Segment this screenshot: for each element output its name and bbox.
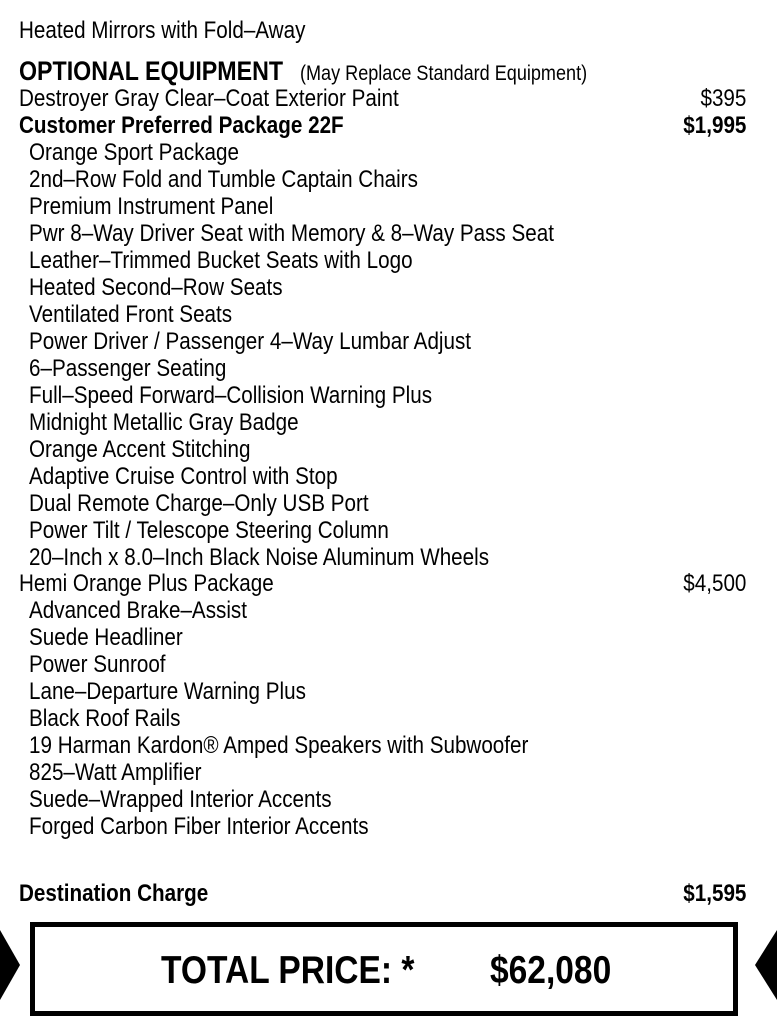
package-item-text: Orange Accent Stitching (29, 436, 251, 463)
destination-charge (19, 880, 746, 907)
package-item (29, 732, 746, 759)
package-item (29, 139, 746, 166)
package-item (29, 490, 746, 517)
package-item-text: 20–Inch x 8.0–Inch Black Noise Aluminum Wheels (29, 544, 490, 571)
package-item (29, 678, 746, 705)
package-item-text: 825–Watt Amplifier (29, 759, 202, 786)
option-paint (19, 85, 746, 112)
option-price: $395 (700, 85, 746, 112)
package-item-text: Heated Second–Row Seats (29, 274, 283, 301)
package-item-text: Midnight Metallic Gray Badge (29, 409, 299, 436)
optional-equipment-heading (19, 56, 634, 86)
package-item-text: Dual Remote Charge–Only USB Port (29, 490, 369, 517)
package-item (29, 301, 746, 328)
package-item (29, 382, 746, 409)
package-item (29, 517, 746, 544)
package-price: $1,995 (682, 112, 746, 139)
package-item-text: Premium Instrument Panel (29, 193, 274, 220)
package-item (29, 193, 746, 220)
item-text: Heated Mirrors with Fold–Away (19, 17, 306, 44)
package-item-text: Power Sunroof (29, 651, 166, 678)
package-item-text: 2nd–Row Fold and Tumble Captain Chairs (29, 166, 418, 193)
package-item (29, 705, 746, 732)
package-item (29, 274, 746, 301)
section-note: (May Replace Standard Equipment) (300, 62, 588, 85)
package-item (29, 544, 746, 571)
package-item-text: Advanced Brake–Assist (29, 597, 247, 624)
package-item-text: Forged Carbon Fiber Interior Accents (29, 813, 369, 840)
package-item (29, 436, 746, 463)
package-item-text: 6–Passenger Seating (29, 355, 227, 382)
package-item-text: Leather–Trimmed Bucket Seats with Logo (29, 247, 413, 274)
total-price-box (30, 922, 738, 1016)
package-item (29, 813, 746, 840)
option-hemi-orange-package (19, 570, 746, 597)
package-item (29, 759, 746, 786)
package-item-text: Lane–Departure Warning Plus (29, 678, 306, 705)
package-item (29, 624, 746, 651)
arrow-left-pointer-icon (755, 930, 777, 1000)
package-item-text: Adaptive Cruise Control with Stop (29, 463, 338, 490)
destination-price: $1,595 (682, 880, 746, 907)
package-item (29, 597, 746, 624)
package-item-text: Pwr 8–Way Driver Seat with Memory & 8–Way Pass Seat (29, 220, 554, 247)
option-package-22f (19, 112, 746, 139)
section-title: OPTIONAL EQUIPMENT (19, 56, 284, 86)
package-item-text: Power Tilt / Telescope Steering Column (29, 517, 389, 544)
package-item-text: Suede Headliner (29, 624, 183, 651)
package-item (29, 166, 746, 193)
total-price-value: $62,080 (490, 949, 612, 992)
package-item-text: Ventilated Front Seats (29, 301, 233, 328)
destination-label: Destination Charge (19, 880, 209, 907)
package-item (29, 463, 746, 490)
package-item (29, 328, 746, 355)
package-item-text: Black Roof Rails (29, 705, 181, 732)
standard-equipment-item (19, 17, 746, 44)
package-item (29, 786, 746, 813)
package-item-text: Full–Speed Forward–Collision Warning Plus (29, 382, 433, 409)
package-item (29, 247, 746, 274)
package-item-text: Suede–Wrapped Interior Accents (29, 786, 332, 813)
package-label: Customer Preferred Package 22F (19, 112, 344, 139)
package-item (29, 355, 746, 382)
package-item (29, 409, 746, 436)
package-item (29, 220, 746, 247)
package-label: Hemi Orange Plus Package (19, 570, 274, 597)
package-item-text: Power Driver / Passenger 4–Way Lumbar Adjust (29, 328, 472, 355)
option-label: Destroyer Gray Clear–Coat Exterior Paint (19, 85, 399, 112)
package-item-text: Orange Sport Package (29, 139, 239, 166)
arrow-right-pointer-icon (0, 930, 20, 1000)
package-price: $4,500 (682, 570, 746, 597)
package-item-text: 19 Harman Kardon® Amped Speakers with Subwoofer (29, 732, 529, 759)
package-item (29, 651, 746, 678)
total-price-label: TOTAL PRICE: * (161, 949, 415, 992)
